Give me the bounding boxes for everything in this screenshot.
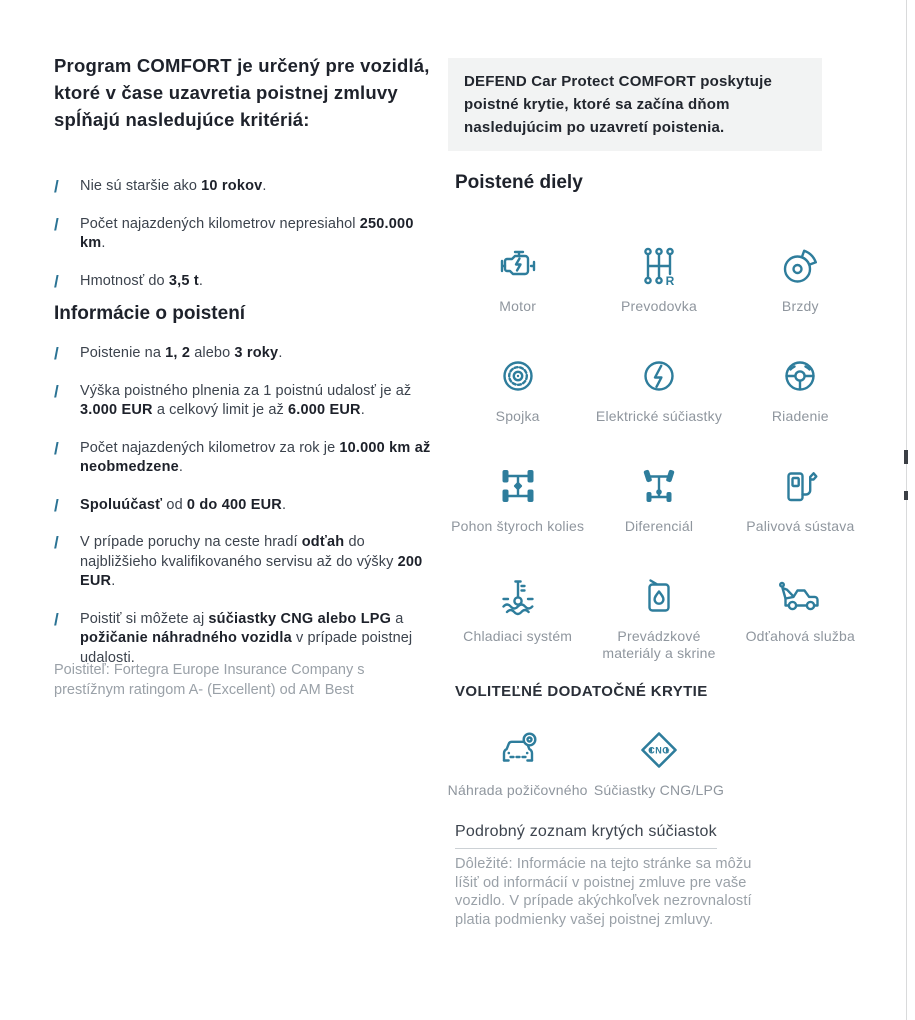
fuel-system-icon — [776, 460, 824, 512]
slash-bullet-icon: / — [54, 344, 59, 363]
part-label: Riadenie — [771, 408, 829, 424]
part-label: Palivová sústava — [746, 518, 855, 534]
bullet-text: Poistiť si môžete aj súčiastky CNG alebo LPG a požičanie náhradného vozidla v prípade poistnej udalosti. — [80, 610, 413, 666]
slash-bullet-icon: / — [54, 271, 59, 291]
criteria-item — [54, 215, 442, 254]
part-label: Pohon štyroch kolies — [451, 518, 585, 534]
optional-coverage-heading: VOLITEĽNÉ DODATOČNÉ KRYTIE — [455, 683, 708, 700]
part-item — [588, 570, 729, 680]
cooling-system-icon — [494, 570, 542, 622]
part-label: Chladiaci systém — [463, 628, 573, 644]
bullet-text: Počet najazdených kilometrov nepresiahol 250.000 km. — [80, 215, 414, 251]
slash-bullet-icon: / — [54, 177, 59, 196]
bullet-text: Hmotnosť do 3,5 t. — [80, 272, 204, 289]
scrollbar-mark[interactable] — [904, 491, 908, 500]
engine-icon — [494, 240, 542, 292]
info-item — [54, 496, 442, 516]
covered-parts-heading: Poistené diely — [455, 172, 583, 193]
part-item — [447, 460, 588, 570]
steering-icon — [776, 350, 824, 402]
coverage-banner: DEFEND Car Protect COMFORT poskytuje poistné krytie, ktoré sa začína dňom nasledujúcim po uzavretí poistenia. — [448, 58, 822, 151]
part-item — [447, 350, 588, 460]
svg-text:R: R — [665, 274, 675, 288]
part-item — [588, 350, 729, 460]
slash-bullet-icon: / — [54, 214, 59, 234]
slash-bullet-icon: / — [54, 438, 59, 458]
slash-bullet-icon: / — [54, 495, 59, 515]
info-list — [54, 344, 442, 686]
intro-heading: Program COMFORT je určený pre vozidlá, ktoré v čase uzavretia poistnej zmluvy spĺňajú nasledujúce kritériá: — [54, 55, 430, 130]
part-item — [447, 724, 588, 834]
part-item — [588, 460, 729, 570]
clutch-icon — [494, 350, 542, 402]
part-label: Prevodovka — [621, 298, 697, 314]
tow-truck-icon — [776, 570, 824, 622]
bullet-text: Výška poistného plnenia za 1 poistnú udalosť je až 3.000 EUR a celkový limit je až 6.000 EUR. — [80, 382, 412, 418]
info-item — [54, 533, 442, 592]
criteria-item — [54, 177, 442, 197]
bullet-text: Nie sú staršie ako 10 rokov. — [80, 178, 267, 194]
disclaimer-text: Dôležité: Informácie na tejto stránke sa môžu líšiť od informácií v poistnej zmluve pre vaše vozidlo. V prípade akýchkoľvek nezrovnalostí platia podmienky vašej poistnej zmluvy. — [455, 856, 752, 928]
bullet-text: Poistenie na 1, 2 alebo 3 roky. — [80, 345, 283, 361]
slash-bullet-icon: / — [54, 533, 59, 552]
bullet-text: Počet najazdených kilometrov za rok je 10.000 km až neobmedzene. — [80, 439, 431, 475]
part-item — [447, 240, 588, 350]
brake-disc-icon — [776, 240, 824, 292]
bullet-text: Spoluúčasť od 0 do 400 EUR. — [80, 496, 287, 513]
part-item — [447, 570, 588, 680]
covered-parts-grid — [447, 240, 871, 680]
part-label: Brzdy — [781, 298, 819, 314]
part-item — [588, 240, 729, 350]
part-label: Prevádzkové materiály a skrine — [602, 628, 716, 661]
part-label: Súčiastky CNG/LPG — [593, 782, 725, 798]
info-item — [54, 382, 442, 421]
criteria-item — [54, 272, 442, 292]
right-edge-divider — [906, 0, 907, 1020]
part-item — [730, 570, 871, 680]
part-item — [730, 350, 871, 460]
slash-bullet-icon: / — [54, 381, 59, 401]
part-label: Odťahová služba — [745, 628, 856, 644]
svg-text:CNG: CNG — [648, 745, 670, 756]
cng-lpg-icon — [635, 724, 683, 776]
optional-parts-grid — [447, 724, 871, 834]
part-label: Náhrada požičovného — [447, 782, 588, 798]
part-label: Elektrické súčiastky — [595, 408, 723, 424]
part-label: Motor — [499, 298, 537, 314]
covered-parts-link[interactable]: Podrobný zoznam krytých súčiastok — [455, 823, 717, 849]
part-label: Diferenciál — [624, 518, 694, 534]
info-heading: Informácie o poistení — [54, 303, 246, 324]
slash-bullet-icon: / — [54, 609, 59, 629]
criteria-list — [54, 177, 442, 309]
part-item — [730, 460, 871, 570]
part-item — [730, 240, 871, 350]
bullet-text: V prípade poruchy na ceste hradí odťah do najbližšieho kvalifikovaného servisu až do výšky 200 EUR. — [80, 534, 423, 589]
info-item — [54, 439, 442, 478]
differential-icon — [635, 460, 683, 512]
part-label: Spojka — [495, 408, 540, 424]
part-item — [588, 724, 729, 834]
electrical-parts-icon — [635, 350, 683, 402]
four-wheel-drive-icon — [494, 460, 542, 512]
scrollbar-mark[interactable] — [904, 450, 908, 464]
info-item — [54, 344, 442, 364]
rental-car-icon — [494, 724, 542, 776]
operating-fluids-icon — [635, 570, 683, 622]
gearbox-icon — [635, 240, 683, 292]
insurer-note: Poistiteľ: Fortegra Europe Insurance Company s prestížnym ratingom A- (Excellent) od AM Best — [54, 662, 365, 698]
